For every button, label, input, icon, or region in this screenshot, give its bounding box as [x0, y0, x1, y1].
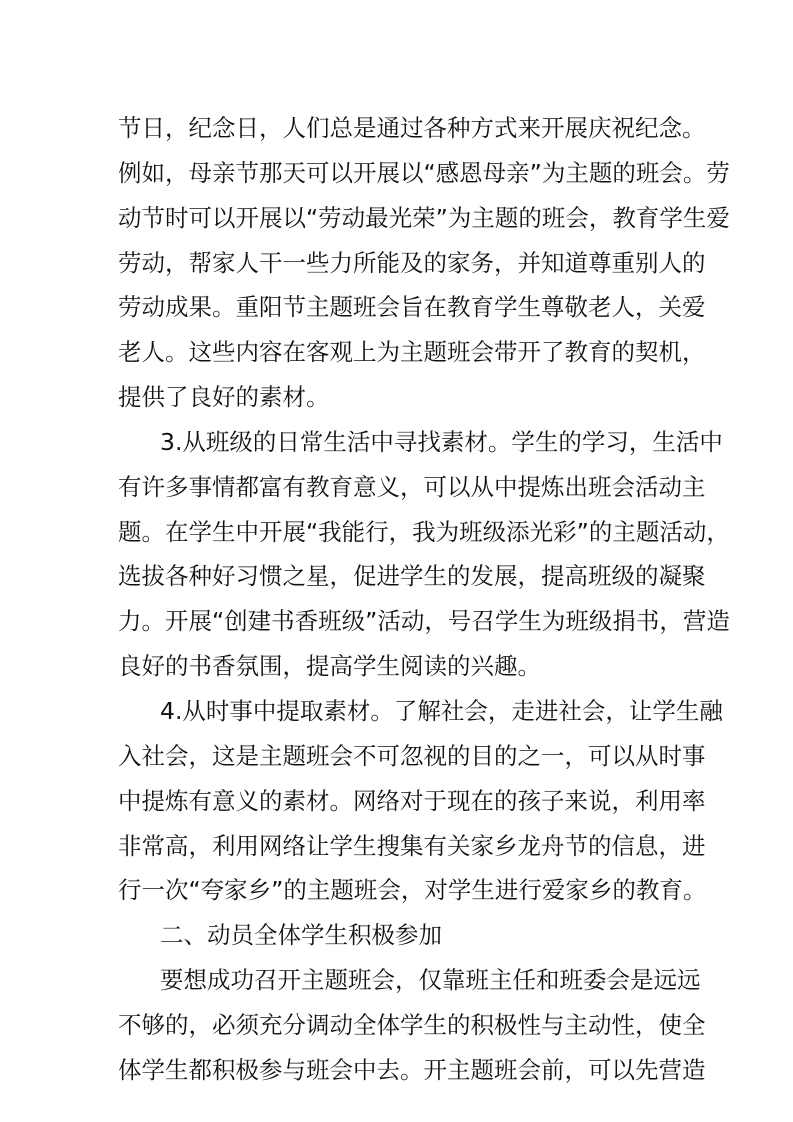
text-line: 不够的，必须充分调动全体学生的积极性与主动性，使全: [118, 1010, 706, 1039]
text-line: 非常高，利用网络让学生搜集有关家乡龙舟节的信息，进: [118, 831, 706, 860]
text-line: 入社会，这是主题班会不可忽视的目的之一，可以从时事: [118, 741, 706, 770]
text-line: 例如，母亲节那天可以开展以“感恩母亲”为主题的班会。劳: [118, 158, 730, 187]
body-text: [118, 110, 730, 1097]
paragraph-start-line: 4.从时事中提取素材。了解社会，走进社会，让学生融: [160, 696, 723, 725]
text-line: 劳动，帮家人干一些力所能及的家务，并知道尊重别人的: [118, 248, 706, 277]
text-line: 动节时可以开展以“劳动最光荣”为主题的班会，教育学生爱: [118, 203, 730, 232]
text-line: 体学生都积极参与班会中去。开主题班会前，可以先营造: [118, 1055, 706, 1084]
text-line: 有许多事情都富有教育意义，可以从中提炼出班会活动主: [118, 472, 706, 501]
text-line: 劳动成果。重阳节主题班会旨在教育学生尊敬老人，关爱: [118, 293, 706, 322]
text-line: 提供了良好的素材。: [118, 383, 330, 412]
paragraph-start-line: 3.从班级的日常生活中寻找素材。学生的学习，生活中: [160, 427, 723, 456]
text-line: 良好的书香氛围，提高学生阅读的兴趣。: [118, 652, 541, 681]
text-line: 节日，纪念日，人们总是通过各种方式来开展庆祝纪念。: [118, 114, 706, 142]
text-line: 题。在学生中开展“我能行，我为班级添光彩”的主题活动，: [118, 517, 730, 546]
text-line: 力。开展“创建书香班级”活动，号召学生为班级捐书，营造: [118, 607, 730, 636]
section-heading: 二、动员全体学生积极参加: [160, 921, 442, 950]
text-line: 选拔各种好习惯之星，促进学生的发展，提高班级的凝聚: [118, 562, 706, 591]
text-line: 行一次“夸家乡”的主题班会，对学生进行爱家乡的教育。: [118, 876, 707, 905]
text-line: 老人。这些内容在客观上为主题班会带开了教育的契机，: [118, 338, 706, 367]
paragraph-start-line: 要想成功召开主题班会，仅靠班主任和班委会是远远: [160, 966, 701, 995]
text-line: 中提炼有意义的素材。网络对于现在的孩子来说，利用率: [118, 786, 706, 815]
